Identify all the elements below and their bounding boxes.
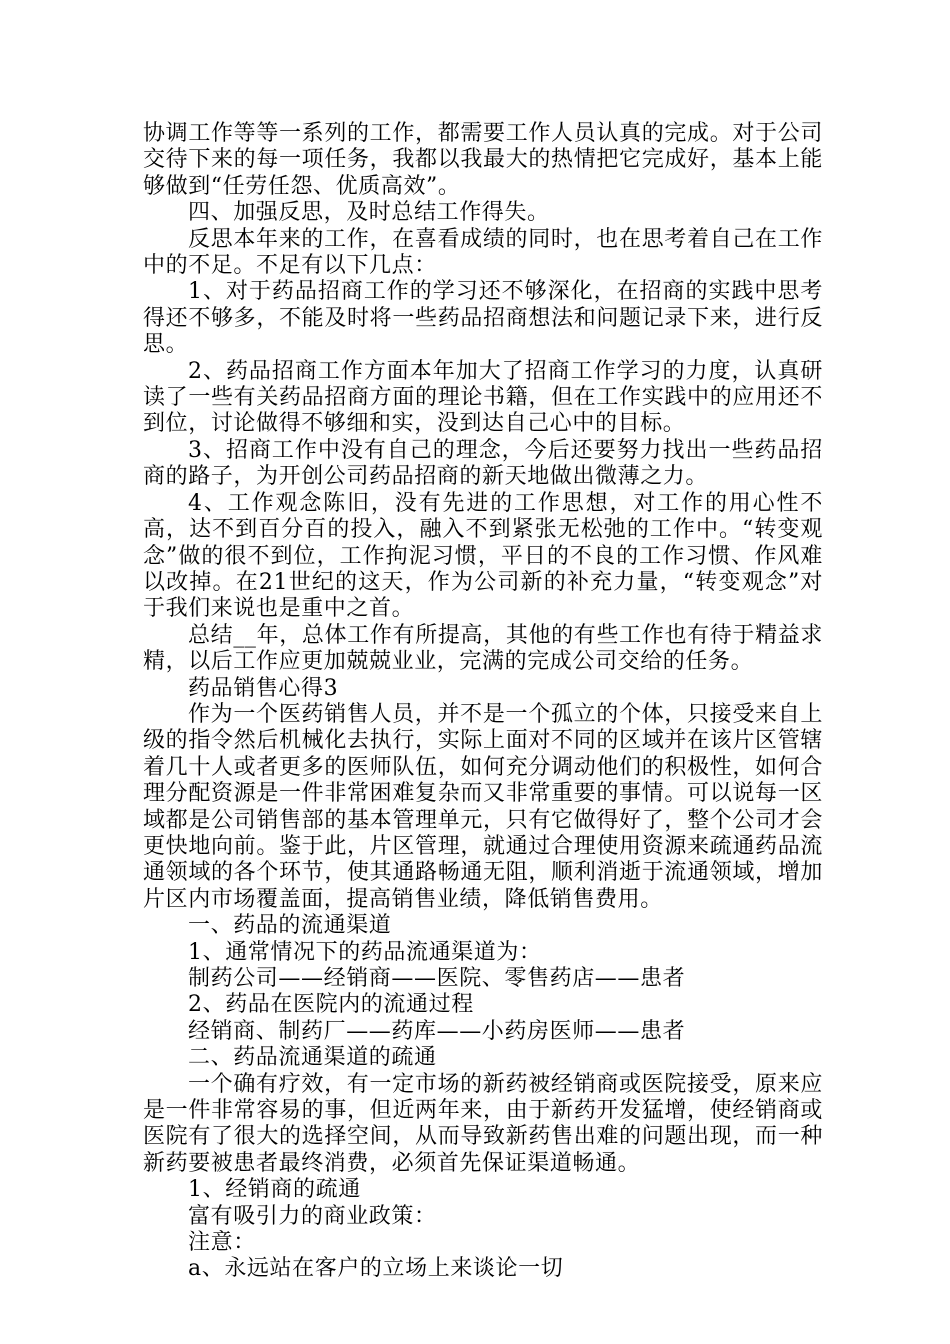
subsection-heading-normal-channel: 1、通常情况下的药品流通渠道为：	[188, 939, 542, 965]
paragraph-business-policy: 富有吸引力的商业政策：	[188, 1203, 437, 1229]
paragraph-channel-clearing: 一个确有疗效，有一定市场的新药被经销商或医院接受，原来应是一件非常容易的事，但近两年来，由于新药开发猛增，使经销商或医院有了很大的选择空间，从而导致新药售出难的问题出现，而一种新药要被患者最终消费，必须首先保证渠道畅通。	[143, 1071, 823, 1176]
list-item-shortcoming-2: 2、药品招商工作方面本年加大了招商工作学习的力度，认真研读了一些有关药品招商方面的理论书籍，但在工作实践中的应用还不到位，讨论做得不够细和实，没到达自己心中的目标。	[143, 358, 823, 437]
section-heading-reflection: 四、加强反思，及时总结工作得失。	[188, 200, 550, 226]
paragraph-reflection-intro: 反思本年来的工作，在喜看成绩的同时，也在思考着自己在工作中的不足。不足有以下几点：	[143, 226, 823, 279]
channel-flow-normal: 制药公司——经销商——医院、零售药店——患者	[188, 966, 686, 991]
list-item-shortcoming-3: 3、招商工作中没有自己的理念，今后还要努力找出一些药品招商的路子，为开创公司药品招商的新天地做出微薄之力。	[143, 437, 823, 490]
subsection-heading-distributor: 1、经销商的疏通	[188, 1177, 361, 1203]
paragraph-sales-intro: 作为一个医药销售人员，并不是一个孤立的个体，只接受来自上级的指令然后机械化去执行，实际上面对不同的区域并在该片区管辖着几十人或者更多的医师队伍，如何充分调动他们的积极性，如何合理分配资源是一件非常困难复杂而又非常重要的事情。可以说每一区域都是公司销售部的基本管理单元，只有它做得好了，整个公司才会更快地向前。鉴于此，片区管理，就通过合理使用资源来疏通药品流通领域的各个环节，使其通路畅通无阻，顺利消逝于流通领域，增加片区内市场覆盖面，提高销售业绩，降低销售费用。	[143, 701, 823, 912]
list-item-shortcoming-4: 4、工作观念陈旧，没有先进的工作思想，对工作的用心性不高，达不到百分百的投入，融入不到紧张无松弛的工作中。“转变观念”做的很不到位，工作拘泥习惯，平日的不良的工作习惯、作风难以改掉。在21世纪的这天，作为公司新的补充力量，“转变观念”对于我们来说也是重中之首。	[143, 490, 823, 622]
paragraph-note-label: 注意：	[188, 1230, 256, 1256]
section-heading-channel-clearing: 二、药品流通渠道的疏通	[188, 1045, 437, 1071]
paragraph-continuation: 协调工作等等一系列的工作，都需要工作人员认真的完成。对于公司交待下来的每一项任务，我都以我最大的热情把它完成好，基本上能够做到“任劳任怨、优质高效”。	[143, 121, 823, 199]
document-body	[143, 121, 823, 1283]
subsection-heading-hospital-flow: 2、药品在医院内的流通过程	[188, 992, 474, 1018]
section-heading-channels: 一、药品的流通渠道	[188, 913, 392, 939]
paragraph-summary: 总结__年，总体工作有所提高，其他的有些工作也有待于精益求精，以后工作应更加兢兢业业，完满的完成公司交给的任务。	[143, 622, 823, 675]
article-title: 药品销售心得3	[188, 675, 339, 701]
list-item-shortcoming-1: 1、对于药品招商工作的学习还不够深化，在招商的实践中思考得还不够多，不能及时将一些药品招商想法和问题记录下来，进行反思。	[143, 279, 823, 358]
channel-flow-hospital: 经销商、制药厂——药库——小药房医师——患者	[188, 1018, 686, 1044]
list-item-note-a: a、永远站在客户的立场上来谈论一切	[188, 1256, 564, 1282]
